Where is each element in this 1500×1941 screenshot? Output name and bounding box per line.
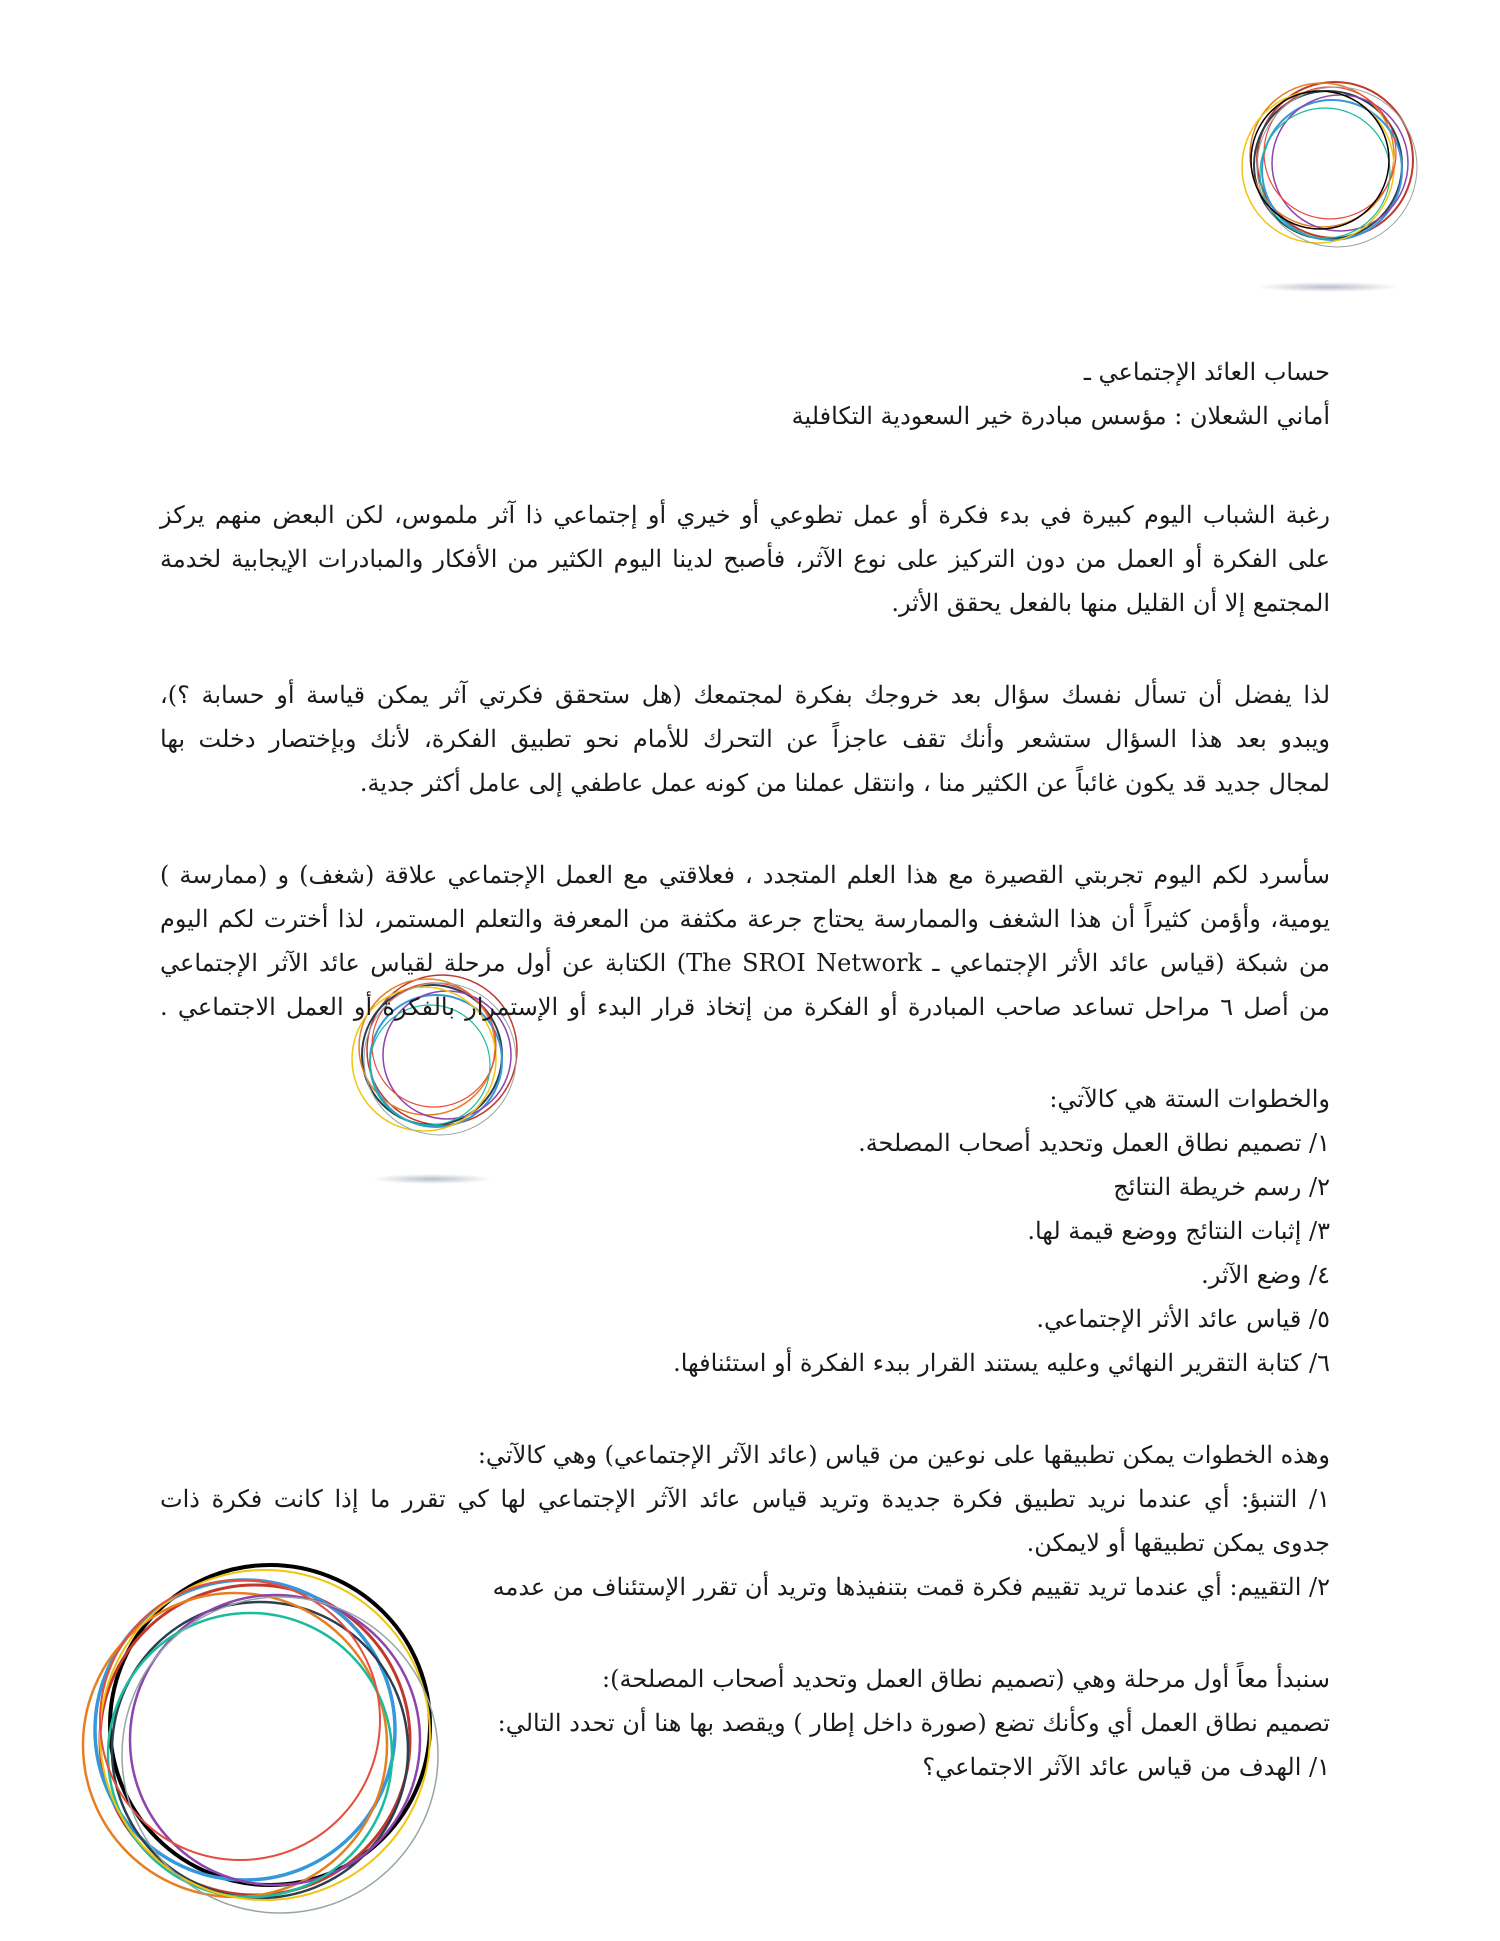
- paragraph-2: [160, 673, 1330, 805]
- paragraph-line: من أصل ٦ مراحل تساعد صاحب المبادرة أو الفكرة من إتخاذ قرار البدء أو الإستمرار بالفكرة أو العمل الاجتماعي .: [160, 993, 1330, 1021]
- list-item: ٢/ التقييم: أي عندما تريد تقييم فكرة قمت بتنفيذها وتريد أن تقرر الإستئناف من عدمه: [492, 1573, 1330, 1601]
- paragraph-1: [160, 493, 1330, 625]
- steps-list: [160, 1077, 1330, 1385]
- document-body: [160, 350, 1330, 1789]
- list-item: ٣/ إثبات النتائج ووضع قيمة لها.: [1027, 1217, 1330, 1245]
- paragraph-line: لمجال جديد قد يكون غائباً عن الكثير منا ، وانتقل عملنا من كونه عمل عاطفي إلى عامل أكثر جدية.: [359, 769, 1330, 797]
- paragraph-line: على الفكرة أو العمل من دون التركيز على نوع الآثر، فأصبح لدينا اليوم الكثير من الأفكار والمبادرات الإيجابية لخدمة: [160, 545, 1330, 573]
- first-stage-definition: تصميم نطاق العمل أي وكأنك تضع (صورة داخل إطار ) ويقصد بها هنا أن تحدد التالي:: [497, 1709, 1330, 1737]
- list-item: ٢/ رسم خريطة النتائج: [1113, 1173, 1330, 1201]
- types-intro: وهذه الخطوات يمكن تطبيقها على نوعين من قياس (عائد الآثر الإجتماعي) وهي كالآتي:: [477, 1441, 1330, 1469]
- list-item-continuation: جدوى يمكن تطبيقها أو لايمكن.: [1026, 1529, 1330, 1557]
- types-section: [160, 1433, 1330, 1609]
- first-stage-intro: سنبدأ معاً أول مرحلة وهي (تصميم نطاق العمل وتحديد أصحاب المصلحة):: [602, 1665, 1330, 1693]
- paragraph-line: سأسرد لكم اليوم تجربتي القصيرة مع هذا العلم المتجدد ، فعلاقتي مع العمل الإجتماعي علاقة (شغف) و (ممارسة ): [160, 861, 1330, 889]
- document-title: حساب العائد الإجتماعي ـ: [1083, 358, 1330, 386]
- list-item: ١/ الهدف من قياس عائد الآثر الاجتماعي؟: [922, 1753, 1330, 1781]
- first-stage-section: [160, 1657, 1330, 1789]
- document-header: [160, 350, 1330, 438]
- paragraph-line: يومية، وأؤمن كثيراً أن هذا الشغف والممارسة يحتاج جرعة مكثفة من المعرفة والتعلم المستمر، لذا أخترت لكم اليوم: [160, 905, 1330, 933]
- list-item: ٤/ وضع الآثر.: [1201, 1261, 1330, 1289]
- list-item: ٦/ كتابة التقرير النهائي وعليه يستند القرار ببدء الفكرة أو استئنافها.: [673, 1349, 1330, 1377]
- paragraph-line: المجتمع إلا أن القليل منها بالفعل يحقق الأثر.: [891, 589, 1330, 617]
- list-item: ٥/ قياس عائد الأثر الإجتماعي.: [1036, 1305, 1330, 1333]
- paragraph-line: رغبة الشباب اليوم كبيرة في بدء فكرة أو عمل تطوعي أو خيري أو إجتماعي ذا آثر ملموس، لكن البعض منهم يركز: [160, 501, 1330, 529]
- list-item: ١/ التنبؤ: أي عندما نريد تطبيق فكرة جديدة وتريد قياس عائد الآثر الإجتماعي لها كي تقرر ما إذا كانت فكرة ذات: [160, 1485, 1330, 1513]
- paragraph-3: [160, 853, 1330, 1029]
- steps-intro: والخطوات الستة هي كالآتي:: [1049, 1085, 1330, 1113]
- paragraph-line: ويبدو بعد هذا السؤال ستشعر وأنك تقف عاجزاً عن التحرك للأمام نحو تطبيق الفكرة، لأنك وبإختصار دخلت بها: [160, 725, 1330, 753]
- paragraph-line: لذا يفضل أن تسأل نفسك سؤال بعد خروجك بفكرة لمجتمعك (هل ستحقق فكرتي آثر يمكن قياسة أو حسابة ؟)،: [160, 681, 1330, 709]
- paragraph-line: من شبكة (قياس عائد الأثر الإجتماعي ـ The SROI Network) الكتابة عن أول مرحلة لقياس عائد الآثر الإجتماعي: [160, 949, 1330, 977]
- decorative-rings-top: [1210, 55, 1450, 305]
- list-item: ١/ تصميم نطاق العمل وتحديد أصحاب المصلحة.: [858, 1129, 1330, 1157]
- document-author: أماني الشعلان : مؤسس مبادرة خير السعودية التكافلية: [791, 402, 1330, 430]
